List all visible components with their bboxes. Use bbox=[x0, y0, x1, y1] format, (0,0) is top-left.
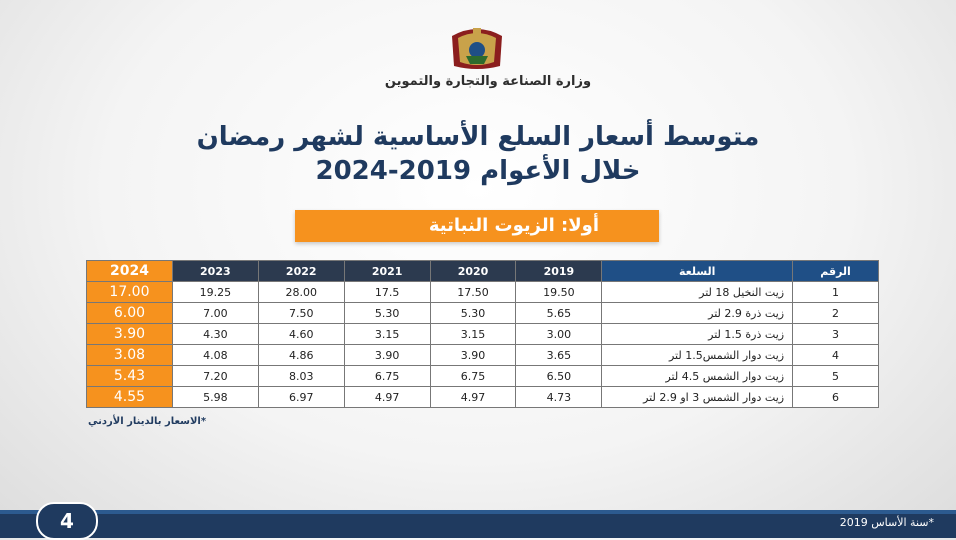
cell-2021: 4.97 bbox=[344, 387, 430, 408]
cell-2022: 6.97 bbox=[258, 387, 344, 408]
cell-2019: 4.73 bbox=[516, 387, 602, 408]
page-title bbox=[0, 120, 956, 188]
cell-2021: 3.15 bbox=[344, 324, 430, 345]
cell-2020: 4.97 bbox=[430, 387, 516, 408]
cell-2020: 17.50 bbox=[430, 282, 516, 303]
footer-stripe bbox=[0, 510, 956, 514]
cell-2020: 5.30 bbox=[430, 303, 516, 324]
cell-item: زيت ذرة 1.5 لتر bbox=[602, 324, 793, 345]
cell-number: 1 bbox=[793, 282, 879, 303]
cell-2024: 17.00 bbox=[87, 282, 173, 303]
cell-2023: 7.20 bbox=[172, 366, 258, 387]
cell-2021: 5.30 bbox=[344, 303, 430, 324]
cell-item: زيت ذرة 2.9 لتر bbox=[602, 303, 793, 324]
cell-item: زيت دوار الشمس 4.5 لتر bbox=[602, 366, 793, 387]
cell-2023: 5.98 bbox=[172, 387, 258, 408]
cell-2022: 4.86 bbox=[258, 345, 344, 366]
cell-2020: 3.15 bbox=[430, 324, 516, 345]
header-2019: 2019 bbox=[516, 261, 602, 282]
title-line-2: خلال الأعوام 2019-2024 bbox=[315, 156, 641, 186]
base-year-note: *سنة الأساس 2019 bbox=[839, 516, 934, 529]
cell-2023: 4.08 bbox=[172, 345, 258, 366]
cell-2020: 6.75 bbox=[430, 366, 516, 387]
cell-2021: 17.5 bbox=[344, 282, 430, 303]
header-number: الرقم bbox=[793, 261, 879, 282]
cell-number: 3 bbox=[793, 324, 879, 345]
table-row bbox=[87, 345, 879, 366]
title-line-1: متوسط أسعار السلع الأساسية لشهر رمضان bbox=[196, 122, 760, 152]
cell-2023: 19.25 bbox=[172, 282, 258, 303]
header-2023: 2023 bbox=[172, 261, 258, 282]
section-heading: أولا: الزيوت النباتية bbox=[295, 210, 659, 242]
cell-2024: 5.43 bbox=[87, 366, 173, 387]
page-number: 4 bbox=[36, 502, 98, 540]
cell-2024: 3.08 bbox=[87, 345, 173, 366]
cell-2019: 3.65 bbox=[516, 345, 602, 366]
cell-2022: 28.00 bbox=[258, 282, 344, 303]
currency-footnote: *الاسعار بالدينار الأردني bbox=[88, 416, 207, 427]
cell-2022: 8.03 bbox=[258, 366, 344, 387]
table-header-row bbox=[87, 261, 879, 282]
table-row bbox=[87, 303, 879, 324]
cell-2019: 5.65 bbox=[516, 303, 602, 324]
header-2022: 2022 bbox=[258, 261, 344, 282]
table-row bbox=[87, 387, 879, 408]
header-2020: 2020 bbox=[430, 261, 516, 282]
cell-number: 6 bbox=[793, 387, 879, 408]
cell-2020: 3.90 bbox=[430, 345, 516, 366]
cell-2019: 6.50 bbox=[516, 366, 602, 387]
cell-item: زيت النخيل 18 لتر bbox=[602, 282, 793, 303]
footer-bar bbox=[0, 510, 956, 538]
cell-2022: 4.60 bbox=[258, 324, 344, 345]
cell-2024: 6.00 bbox=[87, 303, 173, 324]
cell-2019: 19.50 bbox=[516, 282, 602, 303]
cell-number: 5 bbox=[793, 366, 879, 387]
table-row bbox=[87, 324, 879, 345]
header-2024: 2024 bbox=[87, 261, 173, 282]
ministry-name: وزارة الصناعة والتجارة والتموين bbox=[384, 74, 592, 89]
cell-2023: 7.00 bbox=[172, 303, 258, 324]
header-2021: 2021 bbox=[344, 261, 430, 282]
cell-number: 4 bbox=[793, 345, 879, 366]
cell-2024: 3.90 bbox=[87, 324, 173, 345]
cell-2021: 6.75 bbox=[344, 366, 430, 387]
coat-of-arms-icon bbox=[444, 26, 510, 70]
cell-2024: 4.55 bbox=[87, 387, 173, 408]
cell-item: زيت دوار الشمس 3 او 2.9 لتر bbox=[602, 387, 793, 408]
cell-number: 2 bbox=[793, 303, 879, 324]
table-row bbox=[87, 366, 879, 387]
header-item: السلعة bbox=[602, 261, 793, 282]
cell-2023: 4.30 bbox=[172, 324, 258, 345]
cell-2022: 7.50 bbox=[258, 303, 344, 324]
cell-2019: 3.00 bbox=[516, 324, 602, 345]
prices-table bbox=[86, 260, 879, 408]
table-row bbox=[87, 282, 879, 303]
cell-item: زيت دوار الشمس1.5 لتر bbox=[602, 345, 793, 366]
cell-2021: 3.90 bbox=[344, 345, 430, 366]
